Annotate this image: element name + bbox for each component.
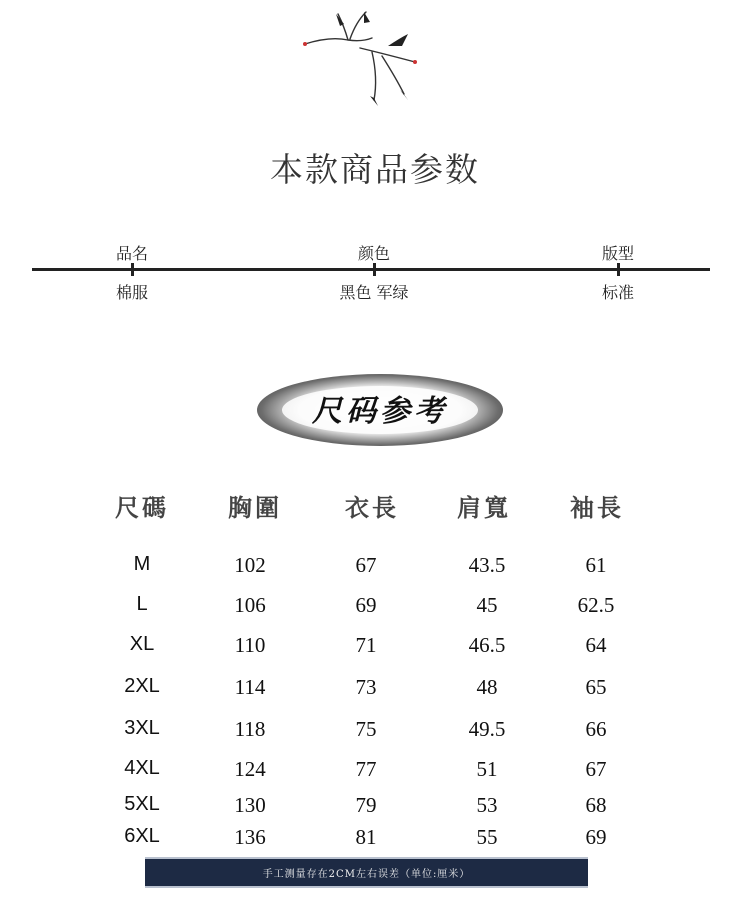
table-cell-shoulder: 43.5 (468, 553, 506, 577)
spec-value-name: 棉服 (115, 283, 148, 302)
table-cell-length: 79 (355, 793, 377, 817)
col-header-shoulder: 肩寬 (457, 493, 511, 522)
spec-label-fit: 版型 (601, 244, 634, 263)
col-header-size: 尺碼 (115, 493, 169, 522)
table-cell-length: 69 (355, 593, 377, 617)
table-cell-size: 2XL (124, 675, 160, 697)
table-cell-length: 71 (355, 633, 377, 657)
table-cell-shoulder: 55 (476, 825, 498, 849)
col-header-length: 衣長 (345, 493, 399, 522)
table-cell-chest: 102 (234, 553, 266, 577)
table-cell-length: 77 (355, 757, 377, 781)
table-cell-size: L (136, 593, 148, 615)
table-cell-sleeve: 69 (585, 825, 607, 849)
spec-label-name: 品名 (115, 244, 148, 263)
table-cell-shoulder: 45 (476, 593, 498, 617)
spec-tick (373, 263, 376, 276)
table-cell-chest: 110 (234, 633, 266, 657)
table-cell-chest: 136 (234, 825, 266, 849)
footer-note-bar (145, 857, 588, 888)
spec-tick (617, 263, 620, 276)
size-reference-heading: 尺码参考 (312, 394, 448, 429)
page-title: 本款商品参数 (270, 150, 480, 189)
table-cell-size: M (133, 553, 151, 575)
table-cell-shoulder: 51 (476, 757, 498, 781)
table-cell-size: 6XL (124, 825, 160, 847)
spec-tick (131, 263, 134, 276)
table-cell-sleeve: 66 (585, 717, 607, 741)
table-cell-length: 81 (355, 825, 377, 849)
table-cell-sleeve: 68 (585, 793, 607, 817)
table-cell-size: 4XL (124, 757, 160, 779)
table-cell-chest: 106 (234, 593, 266, 617)
table-cell-length: 73 (355, 675, 377, 699)
spec-label-color: 颜色 (357, 244, 390, 263)
table-cell-sleeve: 67 (585, 757, 607, 781)
table-cell-shoulder: 49.5 (468, 717, 506, 741)
table-cell-chest: 118 (234, 717, 266, 741)
table-cell-chest: 124 (234, 757, 266, 781)
table-cell-size: 5XL (124, 793, 160, 815)
table-cell-chest: 130 (234, 793, 266, 817)
table-cell-sleeve: 64 (585, 633, 607, 657)
table-cell-sleeve: 65 (585, 675, 607, 699)
crane-illustration (300, 8, 440, 108)
table-cell-shoulder: 46.5 (468, 633, 506, 657)
table-cell-shoulder: 48 (476, 675, 498, 699)
table-cell-sleeve: 61 (585, 553, 607, 577)
table-cell-length: 67 (355, 553, 377, 577)
table-cell-size: XL (129, 633, 155, 655)
col-header-sleeve: 袖長 (570, 493, 624, 522)
footer-note: 手工测量存在2CM左右误差（单位:厘米） (262, 869, 471, 880)
table-cell-shoulder: 53 (476, 793, 498, 817)
spec-value-color: 黑色 军绿 (339, 283, 409, 302)
table-cell-length: 75 (355, 717, 377, 741)
col-header-chest: 胸圍 (228, 493, 282, 522)
spec-value-fit: 标准 (601, 283, 634, 302)
table-cell-chest: 114 (234, 675, 266, 699)
table-cell-sleeve: 62.5 (577, 593, 615, 617)
table-cell-size: 3XL (124, 717, 160, 739)
